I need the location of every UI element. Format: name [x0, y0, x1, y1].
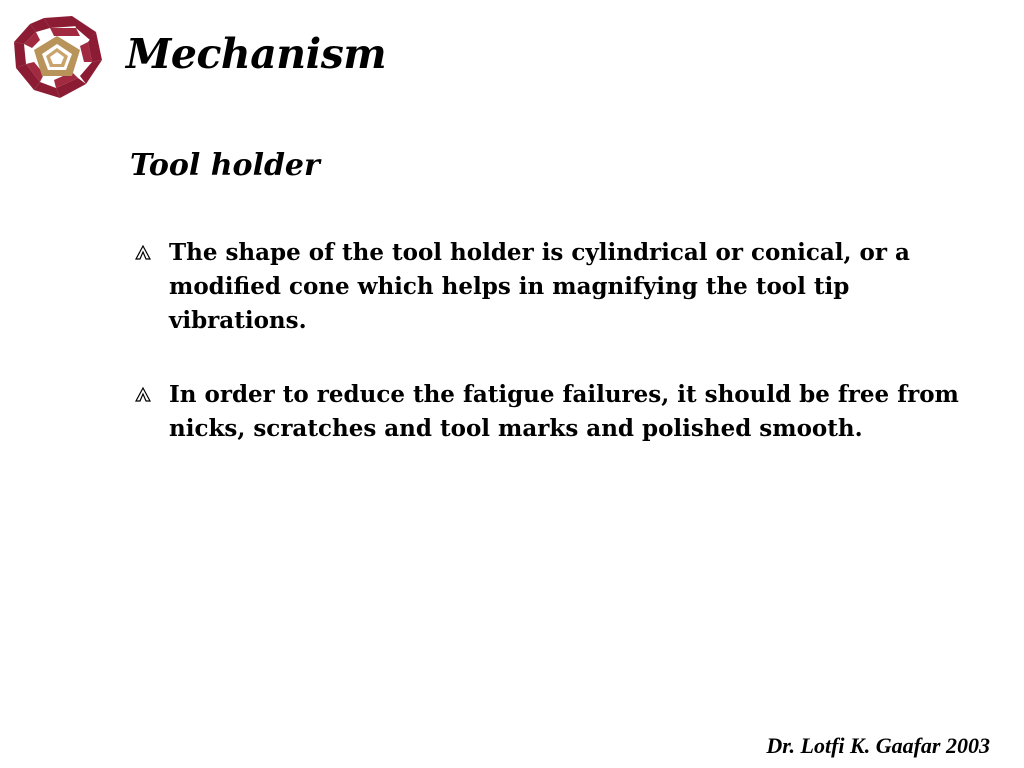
footer-credit: Dr. Lotfi K. Gaafar 2003	[766, 733, 990, 758]
section-subtitle: Tool holder	[130, 148, 320, 183]
bullet-list	[133, 236, 973, 486]
slide-title: Mechanism	[126, 30, 387, 78]
list-item	[133, 378, 973, 446]
list-item	[133, 236, 973, 338]
chevron-up-outline-icon	[133, 236, 155, 270]
chevron-up-outline-icon	[133, 378, 155, 412]
bullet-text: The shape of the tool holder is cylindrical or conical, or a modified cone which helps in magnifying the tool tip vibrations.	[169, 239, 910, 334]
pentagon-knot-emblem-icon	[10, 14, 104, 102]
bullet-text: In order to reduce the fatigue failures, it should be free from nicks, scratches and tool marks and polished smooth.	[169, 381, 959, 442]
